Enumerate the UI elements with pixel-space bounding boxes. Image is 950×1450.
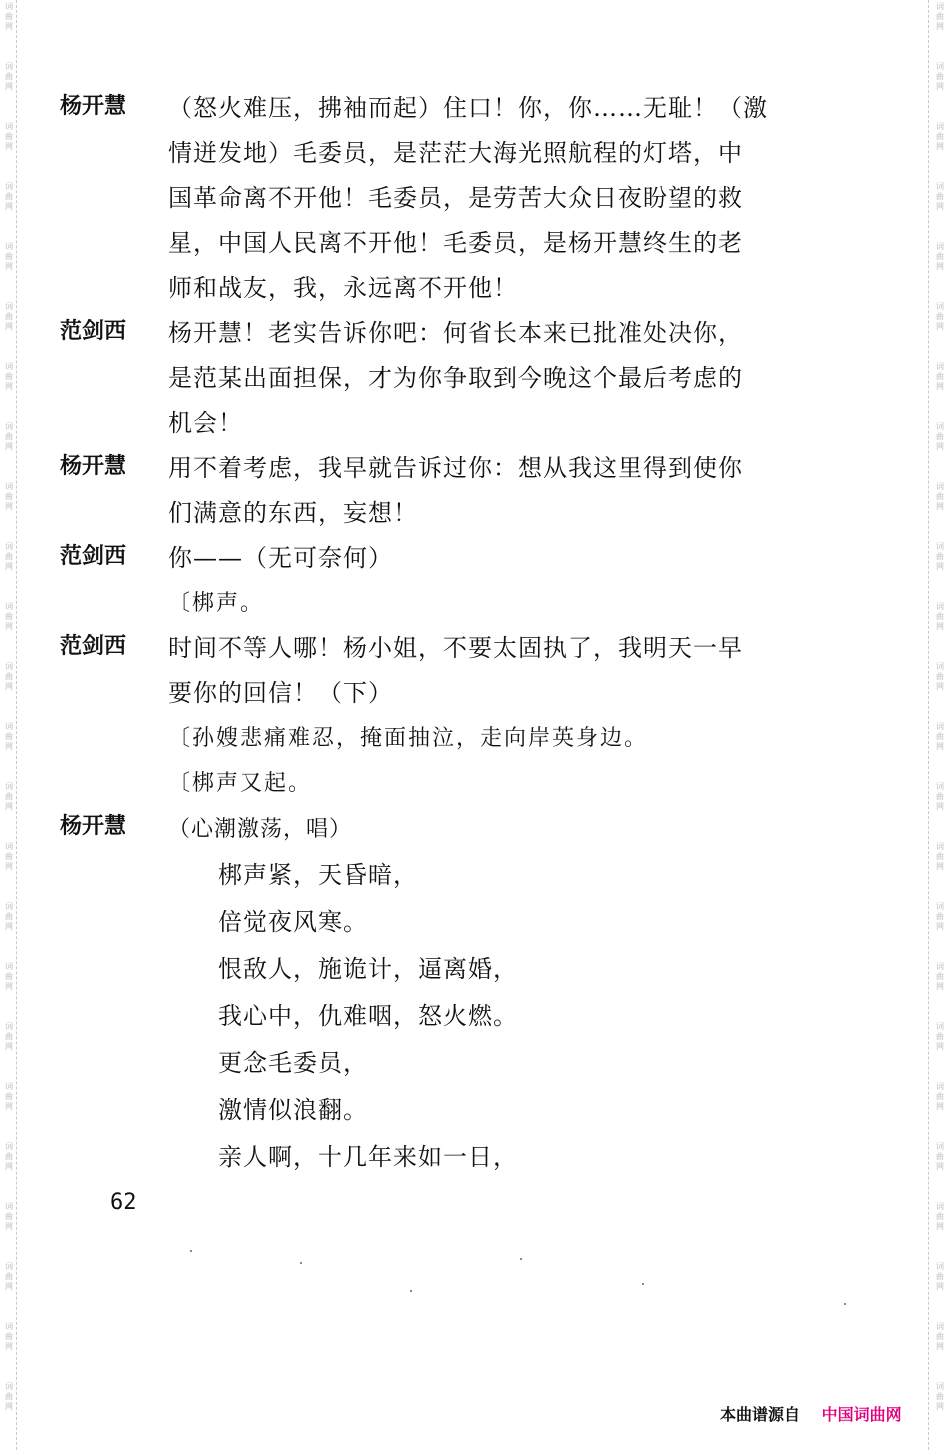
side-watermark-mark: 词 曲 网 [5, 1202, 13, 1231]
dialogue-entry [60, 86, 820, 311]
side-watermark-mark: 词 曲 网 [5, 782, 13, 811]
side-watermark-mark: 词 曲 网 [5, 302, 13, 331]
side-watermark-mark: 词 曲 网 [936, 962, 944, 991]
side-watermark-mark: 词 曲 网 [936, 362, 944, 391]
stage-direction: 〔孙嫂悲痛难忍，掩面抽泣，走向岸英身边。 [168, 726, 649, 751]
verse-line: 梆声紧，天昏暗， [218, 861, 418, 889]
dialogue-entry [60, 536, 820, 581]
speaker-name: 范剑西 [60, 319, 127, 344]
source-footer [720, 1402, 902, 1425]
dialogue-line: 你——（无可奈何） [168, 544, 393, 572]
speaker-name: 杨开慧 [60, 94, 127, 119]
side-watermark-mark: 词 曲 网 [5, 122, 13, 151]
dialogue-text [168, 86, 820, 311]
side-watermark-mark: 词 曲 网 [5, 662, 13, 691]
side-watermark-mark: 词 曲 网 [936, 182, 944, 211]
dialogue-line: 用不着考虑，我早就告诉过你：想从我这里得到使你 [168, 454, 743, 482]
left-watermark-strip [2, 0, 16, 1450]
scan-speck [642, 1283, 644, 1285]
side-watermark-mark: 词 曲 网 [936, 422, 944, 451]
side-watermark-mark: 词 曲 网 [5, 1022, 13, 1051]
side-watermark-mark: 词 曲 网 [5, 362, 13, 391]
dialogue-entry [60, 626, 820, 716]
dialogue-line: 星，中国人民离不开他！毛委员，是杨开慧终生的老 [168, 229, 743, 257]
side-watermark-mark: 词 曲 网 [936, 902, 944, 931]
side-watermark-mark: 词 曲 网 [936, 62, 944, 91]
side-watermark-mark: 词 曲 网 [936, 1262, 944, 1291]
scan-speck [844, 1303, 846, 1305]
dialogue-line: 师和战友，我，永远离不开他！ [168, 274, 518, 302]
side-watermark-mark: 词 曲 网 [936, 542, 944, 571]
speaker-name: 杨开慧 [60, 814, 127, 839]
verse-line: 亲人啊，十几年来如一日， [218, 1143, 518, 1171]
side-watermark-mark: 词 曲 网 [936, 722, 944, 751]
side-watermark-mark: 词 曲 网 [5, 962, 13, 991]
side-watermark-mark: 词 曲 网 [5, 542, 13, 571]
verse-line: 更念毛委员， [218, 1049, 368, 1077]
scan-speck [300, 1262, 302, 1264]
side-watermark-mark: 词 曲 网 [5, 242, 13, 271]
side-watermark-mark: 词 曲 网 [936, 302, 944, 331]
side-watermark-mark: 词 曲 网 [5, 842, 13, 871]
side-watermark-mark: 词 曲 网 [936, 602, 944, 631]
dialogue-line: 机会！ [168, 409, 243, 437]
side-watermark-mark: 词 曲 网 [936, 1322, 944, 1351]
verse-line: 恨敌人，施诡计，逼离婚， [218, 955, 518, 983]
dialogue-text [168, 626, 820, 716]
scan-speck [190, 1250, 192, 1252]
side-watermark-mark: 词 曲 网 [936, 2, 944, 31]
side-watermark-mark: 词 曲 网 [936, 1082, 944, 1111]
song-verses [60, 852, 820, 1181]
song-direction-text: （心潮激荡，唱） [168, 817, 353, 842]
speaker-name: 杨开慧 [60, 454, 127, 479]
script-body [60, 86, 820, 1181]
verse-line: 激情似浪翻。 [218, 1096, 368, 1124]
dialogue-text [168, 446, 820, 536]
side-watermark-mark: 词 曲 网 [936, 782, 944, 811]
dialogue-entry [60, 311, 820, 446]
stage-direction: 〔梆声又起。 [168, 771, 313, 796]
dialogue-line: 们满意的东西，妄想！ [168, 499, 418, 527]
side-watermark-mark: 词 曲 网 [936, 1382, 944, 1411]
side-watermark-mark: 词 曲 网 [5, 1262, 13, 1291]
source-label: 本曲谱源自 [720, 1405, 801, 1424]
side-watermark-mark: 词 曲 网 [5, 1142, 13, 1171]
dialogue-text [168, 311, 820, 446]
side-watermark-mark: 词 曲 网 [5, 722, 13, 751]
scan-speck [410, 1290, 412, 1292]
dialogue-line: 情迸发地）毛委员，是茫茫大海光照航程的灯塔，中 [168, 139, 743, 167]
side-watermark-mark: 词 曲 网 [5, 482, 13, 511]
page-number: 62 [110, 1190, 137, 1215]
side-watermark-mark: 词 曲 网 [5, 1082, 13, 1111]
side-watermark-mark: 词 曲 网 [936, 662, 944, 691]
side-watermark-mark: 词 曲 网 [936, 1022, 944, 1051]
site-name[interactable]: 中国词曲网 [821, 1405, 902, 1424]
dialogue-line: 国革命离不开他！毛委员，是劳苦大众日夜盼望的救 [168, 184, 743, 212]
dialogue-line: 时间不等人哪！杨小姐，不要太固执了，我明天一早 [168, 634, 743, 662]
side-watermark-mark: 词 曲 网 [936, 482, 944, 511]
song-direction [168, 806, 820, 852]
side-watermark-mark: 词 曲 网 [5, 2, 13, 31]
dialogue-line: 要你的回信！（下） [168, 679, 393, 707]
side-watermark-mark: 词 曲 网 [5, 602, 13, 631]
song-entry [60, 806, 820, 852]
side-watermark-mark: 词 曲 网 [5, 182, 13, 211]
dialogue-entry [60, 446, 820, 536]
side-watermark-mark: 词 曲 网 [936, 122, 944, 151]
verse-line: 倍觉夜风寒。 [218, 908, 368, 936]
side-watermark-mark: 词 曲 网 [936, 242, 944, 271]
speaker-name: 范剑西 [60, 634, 127, 659]
left-margin-border [16, 0, 17, 1450]
right-watermark-strip [933, 0, 947, 1450]
dialogue-line: 杨开慧！老实告诉你吧：何省长本来已批准处决你， [168, 319, 743, 347]
side-watermark-mark: 词 曲 网 [5, 422, 13, 451]
side-watermark-mark: 词 曲 网 [5, 1382, 13, 1411]
right-margin-border [928, 0, 929, 1450]
stage-direction: 〔梆声。 [168, 591, 265, 616]
side-watermark-mark: 词 曲 网 [936, 842, 944, 871]
dialogue-line: （怒火难压，拂袖而起）住口！你，你……无耻！（激 [168, 94, 768, 122]
speaker-name: 范剑西 [60, 544, 127, 569]
dialogue-line: 是范某出面担保，才为你争取到今晚这个最后考虑的 [168, 364, 743, 392]
dialogue-text [168, 536, 820, 581]
side-watermark-mark: 词 曲 网 [936, 1202, 944, 1231]
scan-speck [520, 1258, 522, 1260]
side-watermark-mark: 词 曲 网 [5, 902, 13, 931]
side-watermark-mark: 词 曲 网 [5, 1322, 13, 1351]
side-watermark-mark: 词 曲 网 [5, 62, 13, 91]
side-watermark-mark: 词 曲 网 [936, 1142, 944, 1171]
verse-line: 我心中，仇难咽，怒火燃。 [218, 1002, 518, 1030]
